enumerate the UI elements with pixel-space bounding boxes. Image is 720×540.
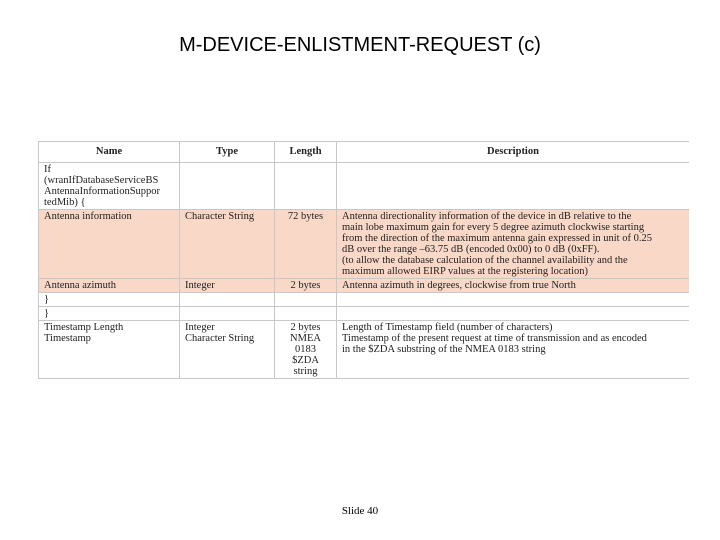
cell-text-line: tedMib) {: [44, 197, 86, 208]
table-cell-description: [337, 293, 690, 307]
table-cell-description: [337, 210, 690, 279]
table-cell-description: [337, 279, 690, 293]
table-cell-type: [180, 293, 275, 307]
cell-text-line: Character String: [185, 211, 255, 222]
cell-text-line: (to allow the database calculation of the channel availability and the: [342, 255, 628, 266]
cell-text-line: in the $ZDA substring of the NMEA 0183 string: [342, 344, 546, 355]
cell-text-line: Timestamp of the present request at time of transmission and as encoded: [342, 333, 647, 344]
cell-text-line: Antenna azimuth in degrees, clockwise from true North: [342, 280, 576, 291]
table-cell-type: [180, 279, 275, 293]
header-length: Length: [275, 142, 337, 163]
table-body: [39, 163, 690, 379]
cell-text-line: AntennaInformationSuppor: [44, 186, 161, 197]
cell-text-line: 2 bytes: [290, 280, 321, 291]
table-row: [39, 321, 690, 379]
header-type: Type: [180, 142, 275, 163]
table-row: [39, 163, 690, 210]
table-cell-length: [275, 321, 337, 379]
cell-text-line: 72 bytes: [287, 211, 324, 222]
cell-text-line: 2 bytes: [290, 322, 321, 333]
cell-text-line: Integer: [185, 322, 215, 333]
cell-text-line: Antenna information: [44, 211, 132, 222]
cell-text-line: string: [293, 366, 318, 377]
table-cell-type: [180, 210, 275, 279]
cell-text-line: Length of Timestamp field (number of characters): [342, 322, 553, 333]
table-cell-name: [39, 293, 180, 307]
slide-number: Slide 40: [341, 505, 379, 517]
cell-text-line: main lobe maximum gain for every 5 degree azimuth clockwise starting: [342, 222, 645, 233]
table-cell-name: [39, 163, 180, 210]
cell-text-line: If: [44, 164, 51, 175]
table-cell-name: [39, 210, 180, 279]
table-cell-name: [39, 321, 180, 379]
cell-text-line: Character String: [185, 333, 255, 344]
cell-text-line: Timestamp: [44, 333, 91, 344]
cell-text-line: Antenna azimuth: [44, 280, 117, 291]
cell-text-line: from the direction of the maximum antenna gain expressed in unit of 0.25: [342, 233, 652, 244]
table-row: [39, 307, 690, 321]
header-name: Name: [39, 142, 180, 163]
table-row: [39, 293, 690, 307]
table-cell-description: [337, 307, 690, 321]
table-cell-name: [39, 307, 180, 321]
slide-title: M-DEVICE-ENLISTMENT-REQUEST (c): [179, 34, 541, 56]
cell-text-line: Timestamp Length: [44, 322, 124, 333]
cell-text-line: Antenna directionality information of the device in dB relative to the: [342, 211, 632, 222]
table-cell-description: [337, 321, 690, 379]
cell-text-line: Integer: [185, 280, 215, 291]
table-cell-length: [275, 279, 337, 293]
cell-text-line: }: [44, 294, 50, 305]
table-cell-length: [275, 293, 337, 307]
table-row: [39, 210, 690, 279]
cell-text-line: }: [44, 308, 50, 319]
table-cell-length: [275, 163, 337, 210]
cell-text-line: NMEA: [290, 333, 321, 344]
cell-text-line: maximum allowed EIRP values at the registering location): [342, 266, 589, 277]
table-cell-type: [180, 321, 275, 379]
table-cell-type: [180, 163, 275, 210]
field-table: [38, 141, 689, 379]
table-container: [38, 141, 689, 402]
header-description: Description: [337, 142, 690, 163]
table-header-row: [39, 142, 690, 163]
table-cell-type: [180, 307, 275, 321]
table-row: [39, 279, 690, 293]
table-cell-length: [275, 307, 337, 321]
cell-text-line: (wranIfDatabaseServiceBS: [44, 175, 159, 186]
table-cell-length: [275, 210, 337, 279]
cell-text-line: $ZDA: [292, 355, 319, 366]
table-cell-description: [337, 163, 690, 210]
cell-text-line: dB over the range –63.75 dB (encoded 0x00) to 0 dB (0xFF).: [342, 244, 600, 255]
cell-text-line: 0183: [295, 344, 316, 355]
table-cell-name: [39, 279, 180, 293]
